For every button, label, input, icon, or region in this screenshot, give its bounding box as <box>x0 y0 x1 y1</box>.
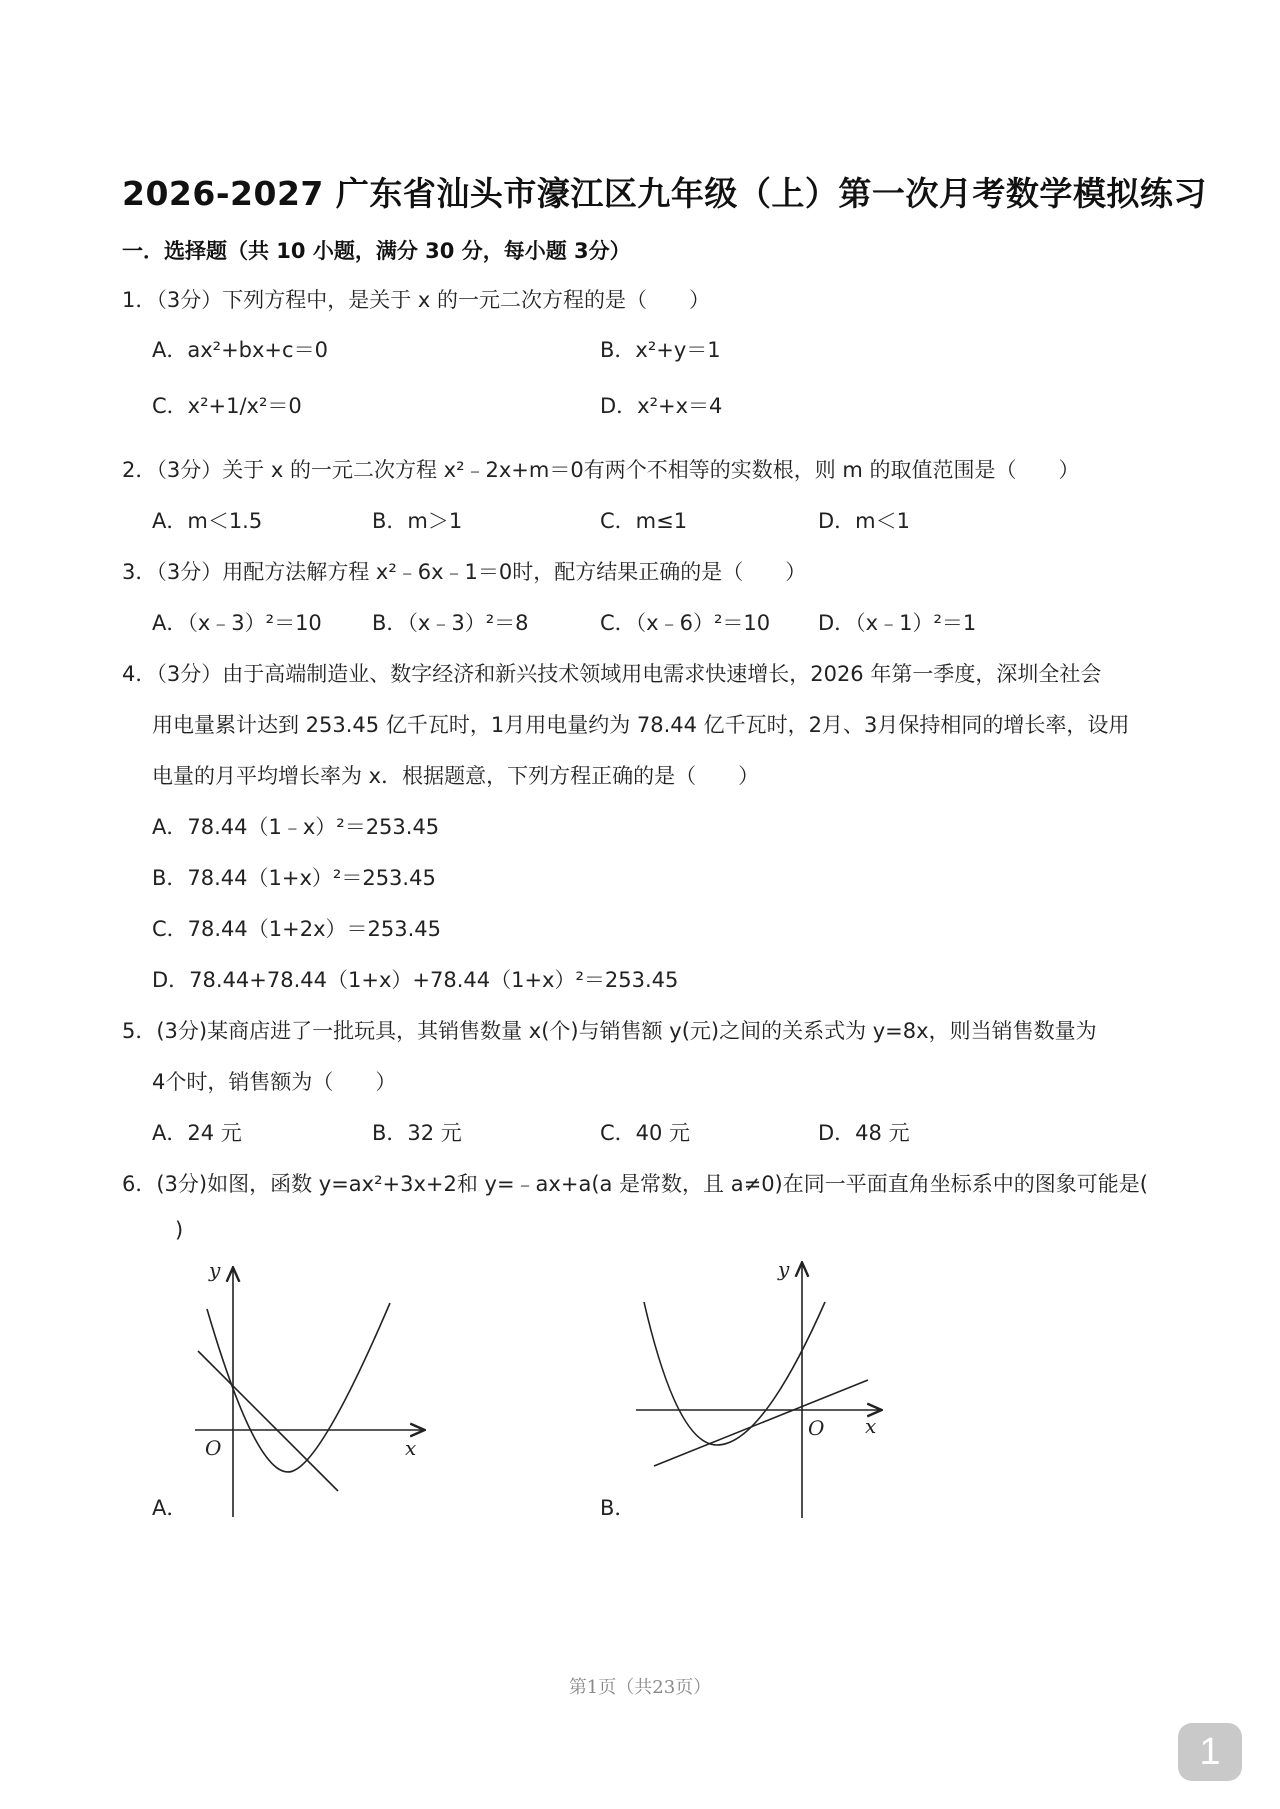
question-5-option-a: A．24 元 <box>152 1121 242 1145</box>
question-1-option-a: A．ax²+bx+c＝0 <box>152 338 328 362</box>
question-5-option-b: B．32 元 <box>372 1121 462 1145</box>
question-4-option-b: B．78.44（1+x）²＝253.45 <box>152 866 436 890</box>
question-2-option-b: B．m＞1 <box>372 509 463 533</box>
question-5-stem-line-2: 4个时，销售额为（ ） <box>152 1070 397 1094</box>
question-2-option-d: D．m＜1 <box>818 509 910 533</box>
question-3-option-b: B．（x﹣3）²＝8 <box>372 611 529 635</box>
x-axis-label: x <box>405 1436 417 1460</box>
question-6-stem-line-1: 6．(3分)如图，函数 y=ax²+3x+2和 y=﹣ax+a(a 是常数，且 a≠0)在同一平面直角坐标系中的图象可能是( <box>122 1172 1148 1196</box>
question-3-stem: 3．（3分）用配方法解方程 x²﹣6x﹣1＝0时，配方结果正确的是（ ） <box>122 560 807 584</box>
question-6-graph-b <box>632 1250 892 1525</box>
question-6-stem-line-2: ) <box>175 1218 184 1242</box>
question-5-stem-line-1: 5．(3分)某商店进了一批玩具，其销售数量 x(个)与销售额 y(元)之间的关系式为 y=8x，则当销售数量为 <box>122 1019 1097 1043</box>
question-3-option-a: A．（x﹣3）²＝10 <box>152 611 322 635</box>
question-2-stem: 2．（3分）关于 x 的一元二次方程 x²﹣2x+m＝0有两个不相等的实数根，则 m 的取值范围是（ ） <box>122 458 1080 482</box>
question-2-option-a: A．m＜1.5 <box>152 509 263 533</box>
question-1-option-b: B．x²+y＝1 <box>600 338 721 362</box>
line-graph <box>198 1351 338 1491</box>
question-4-stem-line-3: 电量的月平均增长率为 x．根据题意，下列方程正确的是（ ） <box>152 764 760 788</box>
page-number-badge[interactable]: 1 <box>1178 1723 1242 1781</box>
question-1-option-c: C．x²+1/x²＝0 <box>152 394 302 418</box>
parabola-curve <box>644 1302 825 1445</box>
question-4-stem-line-2: 用电量累计达到 253.45 亿千瓦时，1月用电量约为 78.44 亿千瓦时，2月、3月保持相同的增长率，设用 <box>152 713 1130 737</box>
section-heading: 一．选择题（共 10 小题，满分 30 分，每小题 3分） <box>122 239 631 263</box>
question-4-stem-line-1: 4．（3分）由于高端制造业、数字经济和新兴技术领域用电需求快速增长，2026 年第一季度，深圳全社会 <box>122 662 1102 686</box>
question-6-graph-a <box>185 1255 435 1525</box>
question-5-option-c: C．40 元 <box>600 1121 691 1145</box>
question-5-option-d: D．48 元 <box>818 1121 910 1145</box>
page-title: 2026-2027 广东省汕头市濠江区九年级（上）第一次月考数学模拟练习 <box>122 174 1207 213</box>
question-6-option-a: A． <box>152 1496 188 1520</box>
origin-label: O <box>205 1436 222 1460</box>
question-4-option-a: A．78.44（1﹣x）²＝253.45 <box>152 815 440 839</box>
question-2-option-c: C．m≤1 <box>600 509 688 533</box>
x-axis-label: x <box>865 1414 877 1438</box>
question-3-option-c: C．（x﹣6）²＝10 <box>600 611 771 635</box>
question-3-option-d: D．（x﹣1）²＝1 <box>818 611 977 635</box>
question-4-option-d: D．78.44+78.44（1+x）+78.44（1+x）²＝253.45 <box>152 968 679 992</box>
y-axis-label: y <box>778 1257 790 1281</box>
question-1-stem: 1．（3分）下列方程中，是关于 x 的一元二次方程的是（ ） <box>122 288 710 312</box>
origin-label: O <box>808 1416 825 1440</box>
question-6-option-b: B． <box>600 1496 636 1520</box>
page-footer: 第1页（共23页） <box>568 1677 712 1698</box>
y-axis-label: y <box>209 1258 221 1282</box>
question-1-option-d: D．x²+x＝4 <box>600 394 723 418</box>
question-4-option-c: C．78.44（1+2x）＝253.45 <box>152 917 442 941</box>
